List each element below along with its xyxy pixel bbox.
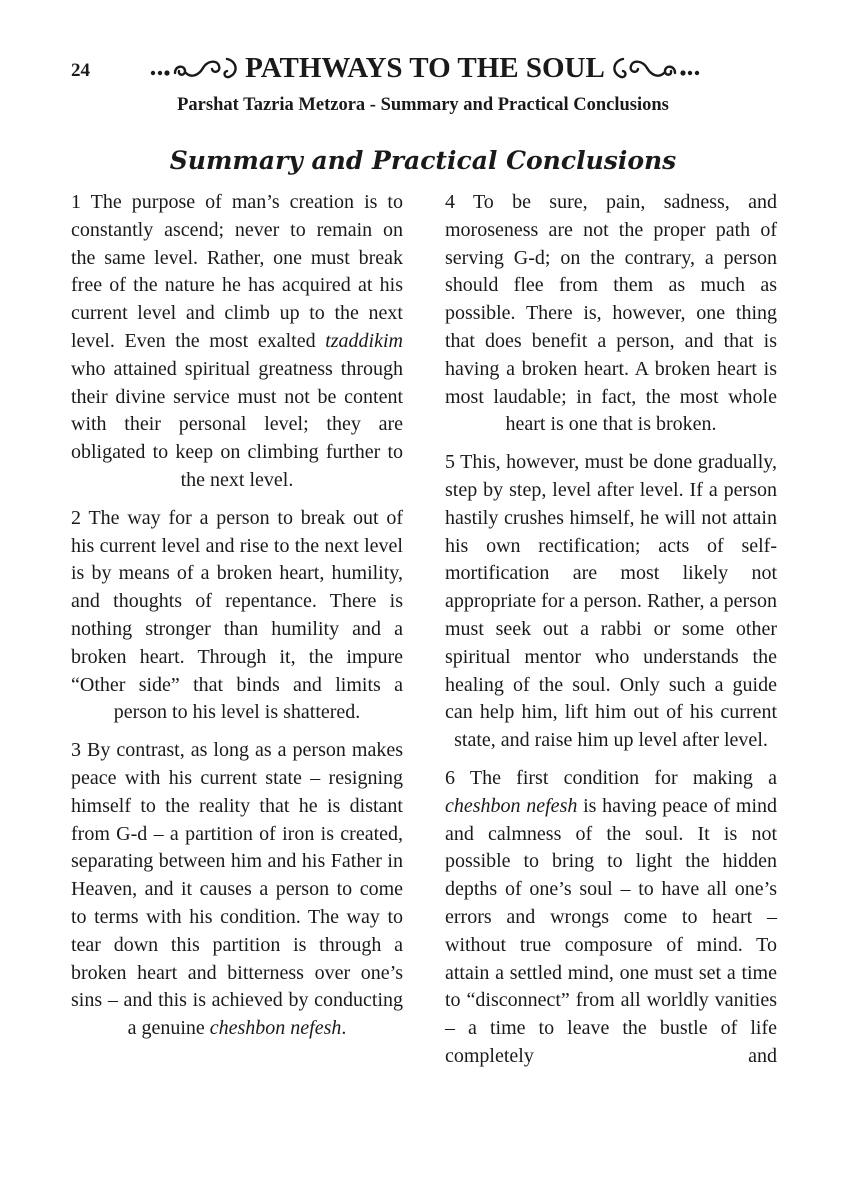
paragraph-1 bbox=[71, 189, 403, 495]
ornament-right-icon bbox=[609, 53, 701, 83]
paragraph-2 bbox=[71, 505, 403, 727]
italic-term: cheshbon nefesh bbox=[445, 794, 578, 817]
page-number: 24 bbox=[71, 60, 90, 81]
left-column bbox=[71, 189, 403, 1053]
paragraph-5 bbox=[445, 449, 777, 755]
italic-term: tzaddikim bbox=[325, 329, 403, 352]
paragraph-text: 1 The purpose of man’s creation is to constantly ascend; never to remain on the same level. Rather, one must break free of the nature he has acquired at his current level and climb up to the next level. Even the most exalted bbox=[71, 191, 403, 352]
paragraph-text: 5 This, however, must be done gradually, step by step, level after level. If a person hastily crushes himself, he will not attain his own rectification; acts of self-mortification are most likely not appropriate for a person. Rather, a person must seek out a rabbi or some other spiritual mentor who understands the healing of the soul. Only such a guide can help him, lift him out of his current state, and raise him up level after level. bbox=[445, 451, 777, 752]
paragraph-text: . bbox=[341, 1017, 347, 1040]
paragraph-text: is having peace of mind and calmness of the soul. It is not possible to bring to light the hidden depths of one’s soul – to have all one’s errors and wrongs come to heart – without true composure of mind. To attain a settled mind, one must set a time to “disconnect” from all worldly vanities – a time to leave the bustle of life completely and bbox=[445, 794, 777, 1067]
italic-term: cheshbon nefesh bbox=[209, 1017, 342, 1040]
right-column bbox=[445, 189, 777, 1081]
paragraph-text: 2 The way for a person to break out of his current level and rise to the next level is by means of a broken heart, humility, and thoughts of repentance. There is nothing stronger than humility and a broken heart. Through it, the impure “Other side” that binds and limits a person to his level is shattered. bbox=[71, 506, 403, 724]
paragraph-text: who attained spiritual greatness through their divine service must not be content with their personal level; they are obligated to keep on climbing further to the next level. bbox=[71, 357, 403, 491]
section-title: Summary and Practical Conclusions bbox=[169, 146, 677, 175]
paragraph-3 bbox=[71, 737, 403, 1043]
paragraph-4 bbox=[445, 189, 777, 439]
paragraph-text: 6 The first condition for making a bbox=[445, 766, 777, 789]
chapter-subtitle: Parshat Tazria Metzora - Summary and Practical Conclusions bbox=[177, 95, 669, 115]
ornament-left-icon bbox=[149, 53, 241, 83]
paragraph-text: 3 By contrast, as long as a person makes peace with his current state – resigning himself to the reality that he is distant from G-d – a partition of iron is created, separating between him and his Father in Heaven, and it causes a person to come to terms with his condition. The way to tear down this partition is through a broken heart and bitterness over one’s sins – and this is achieved by conducting a genuine bbox=[71, 739, 403, 1040]
paragraph-6 bbox=[445, 765, 777, 1071]
running-head bbox=[130, 50, 720, 86]
book-title: PATHWAYS TO THE SOUL bbox=[245, 51, 605, 84]
paragraph-text: 4 To be sure, pain, sadness, and moroseness are not the proper path of serving G-d; on the contrary, a person should flee from them as much as possible. There is, however, one thing that does benefit a person, and that is having a broken heart. A broken heart is most laudable; in fact, the most whole heart is one that is broken. bbox=[445, 191, 777, 436]
